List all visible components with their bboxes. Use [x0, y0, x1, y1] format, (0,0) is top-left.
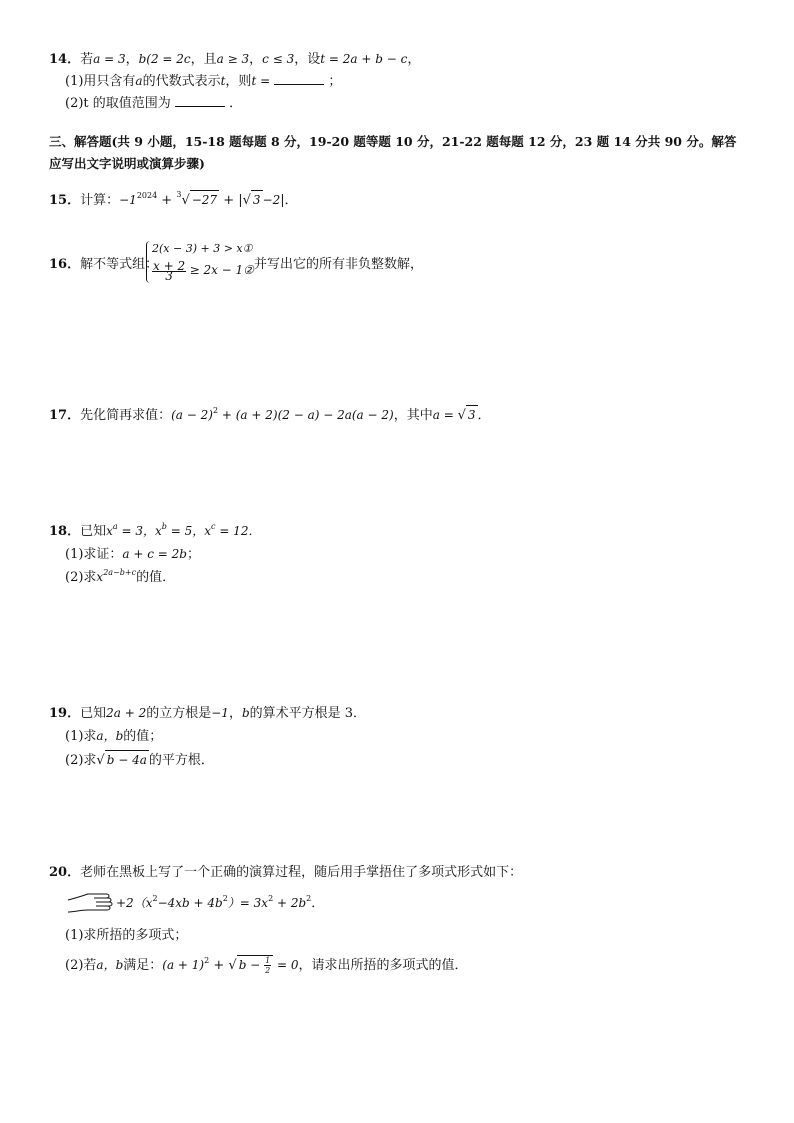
q19-part2: (2)求√ b − 4a 的平方根．	[65, 750, 214, 770]
palm-hand-icon	[66, 890, 114, 916]
q20: 20．老师在黑板上写了一个正确的演算过程，随后用手掌捂住了多项式形式如下：	[49, 865, 523, 880]
section-heading: 三、解答题(共 9 小题，15-18 题每题 8 分，19-20 题等题 10 分，21-22 题每题 12 分，23 题 14 分共 90 分。解答	[49, 134, 737, 149]
q16-number: 16．	[49, 257, 81, 272]
q18: 18．已知$x^a = 3$，$x^b = 5$，$x^c = 12$．	[49, 522, 261, 539]
q19-part1: (1)求a，b的值；	[65, 729, 163, 744]
section-heading-cont: 应写出文字说明或演算步骤)	[49, 156, 205, 171]
q18-number: 18．	[49, 524, 81, 539]
answer-blank[interactable]	[274, 72, 324, 85]
q18-part1: (1)求证：a + c = 2b；	[65, 547, 200, 562]
q14-stem: 14．若a = 3，b(2 = 2c，且a ≥ 3，c ≤ 3，设t = 2a + b − c，	[49, 52, 421, 67]
q19-number: 19．	[49, 706, 81, 721]
q15-number: 15．	[49, 193, 81, 208]
q16-ineq2: $\frac{x + 2}{3}$ ≥ 2x − 1②	[153, 258, 254, 283]
q16-tail: 并写出它的所有非负整数解，	[254, 257, 424, 272]
q16-ineq1: 2(x − 3) + 3 > x①	[152, 242, 253, 255]
q16-system-brace	[146, 241, 150, 283]
q16: 16．解不等式组：	[49, 257, 159, 272]
q15: 15．计算：$-1^{2024} + ^3√ -27$ + |√ 3 −2|．	[49, 190, 298, 208]
q14-number: 14．	[49, 52, 81, 67]
q19: 19．已知2a + 2的立方根是−1，b的算术平方根是 3．	[49, 706, 367, 721]
q20-part1: (1)求所捂的多项式；	[65, 928, 188, 943]
answer-blank[interactable]	[175, 94, 225, 107]
q14-part1: (1)用只含有a的代数式表示t，则t = ；	[65, 74, 342, 89]
q18-part2: (2)求$x^{2a-b+c}$的值．	[65, 568, 176, 585]
q17-number: 17．	[49, 408, 81, 423]
q17: 17．先化简再求值：$(a - 2)^2 + (a + 2)(2 - a) - 2a(a - 2)$，其中a = √ 3 ．	[49, 406, 491, 423]
q14-part2: (2)t 的取值范围为 ．	[65, 96, 243, 111]
q20-part2: (2)若a，b满足：$(a + 1)^2$ + √ b − $\frac{1}{2}$ = 0，请求出所捂的多项式的值．	[65, 956, 468, 975]
q20-number: 20．	[49, 865, 81, 880]
q20-expression: $+2(x^2-4xb + 4b^2)= 3x^2 + 2b^2$．	[116, 894, 325, 911]
